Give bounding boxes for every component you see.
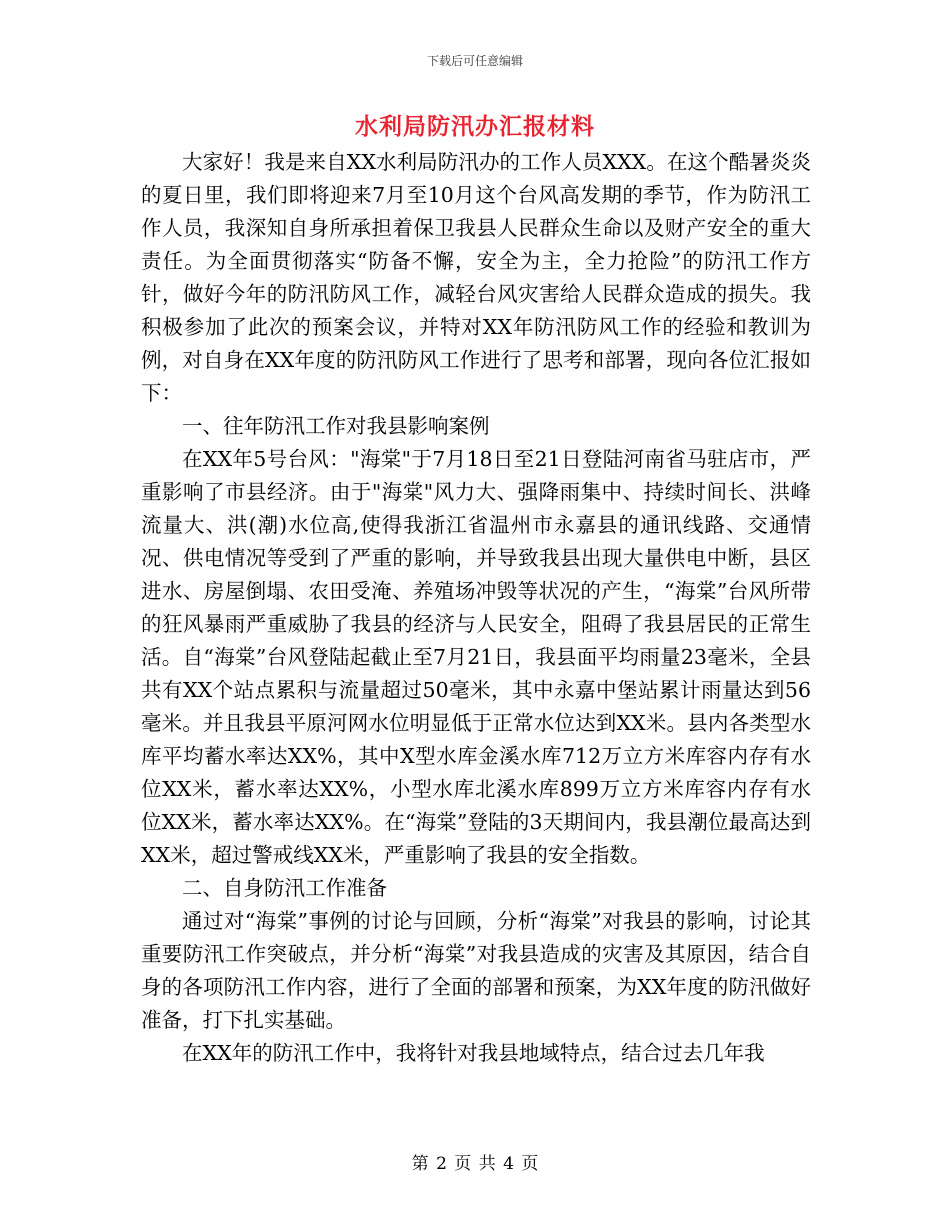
document-body bbox=[141, 146, 811, 1070]
paragraph-case: 在XX年5号台风："海棠"于7月18日至21日登陆河南省马驻店市，严重影响了市县经济。由于"海棠"风力大、强降雨集中、持续时间长、洪峰流量大、洪(潮)水位高,使得我浙江省温州市永嘉县的通讯线路、交通情况、供电情况等受到了严重的影响，并导致我县出现大量供电中断，县区进水、房屋倒塌、农田受淹、养殖场冲毁等状况的产生，“海棠”台风所带的狂风暴雨严重威胁了我县的经济与人民安全，阻碍了我县居民的正常生活。自“海棠”台风登陆起截止至7月21日，我县面平均雨量23毫米，全县共有XX个站点累积与流量超过50毫米，其中永嘉中堡站累计雨量达到56毫米。并且我县平原河网水位明显低于正常水位达到XX米。县内各类型水库平均蓄水率达XX%，其中X型水库金溪水库712万立方米库容内存有水位XX米，蓄水率达XX%，小型水库北溪水库899万立方米库容内存有水位XX米，蓄水率达XX%。在“海棠”登陆的3天期间内，我县潮位最高达到XX米，超过警戒线XX米，严重影响了我县的安全指数。 bbox=[141, 447, 811, 867]
paragraph-continued: 在XX年的防汛工作中，我将针对我县地域特点，结合过去几年我 bbox=[182, 1041, 765, 1065]
section-heading-1: 一、往年防汛工作对我县影响案例 bbox=[182, 414, 490, 438]
page-footer: 第 2 页 共 4 页 bbox=[411, 1154, 539, 1174]
document-title: 水利局防汛办汇报材料 bbox=[355, 113, 595, 140]
page-header: 下载后可任意编辑 bbox=[426, 54, 523, 68]
section-heading-2: 二、自身防汛工作准备 bbox=[182, 876, 387, 900]
paragraph-intro: 大家好！我是来自XX水利局防汛办的工作人员XXX。在这个酷暑炎炎的夏日里，我们即将迎来7月至10月这个台风高发期的季节，作为防汛工作人员，我深知自身所承担着保卫我县人民群众生命以及财产安全的重大责任。为全面贯彻落实“防备不懈，安全为主，全力抢险”的防汛工作方针，做好今年的防汛防风工作，减轻台风灾害给人民群众造成的损失。我积极参加了此次的预案会议，并特对XX年防汛防风工作的经验和教训为例，对自身在XX年度的防汛防风工作进行了思考和部署，现向各位汇报如下： bbox=[141, 150, 811, 405]
paragraph-preparation: 通过对“海棠”事例的讨论与回顾，分析“海棠”对我县的影响，讨论其重要防汛工作突破点，并分析“海棠”对我县造成的灾害及其原因，结合自身的各项防汛工作内容，进行了全面的部署和预案，为XX年度的防汛做好准备，打下扎实基础。 bbox=[141, 909, 811, 1032]
